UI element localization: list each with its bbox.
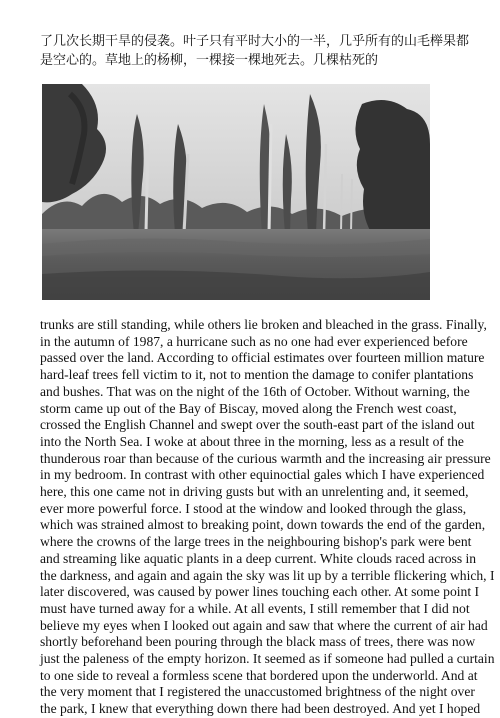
body-line: in my bedroom. In contrast with other equinoctial gales which I have experienced <box>40 467 485 483</box>
body-line: later discovered, was caused by power lines touching each other. At some point I <box>40 584 480 600</box>
body-line: must have turned away for a while. At all events, I still remember that I did not <box>40 600 470 616</box>
chinese-line: 是空心的。草地上的杨柳，一棵接一棵地死去。几棵枯死的 <box>40 53 379 68</box>
body-line: crossed the English Channel and swept over the south-east part of the island out <box>40 417 475 433</box>
landscape-photo <box>42 84 430 300</box>
body-line: ever more powerful force. I stood at the window and looked through the glass, <box>40 500 467 516</box>
body-line: the park, I knew that everything down there had been destroyed. And yet I hoped <box>40 701 481 717</box>
body-line: hard-leaf trees fell victim to it, not to mention the damage to conifer plantations <box>40 367 474 383</box>
body-line: to one side to reveal a formless scene that bordered upon the underworld. And at <box>40 667 478 683</box>
chinese-paragraph <box>40 32 470 70</box>
body-line: into the North Sea. I woke at about three in the morning, less as a result of the <box>40 433 464 449</box>
body-line: shortly beforehand been pouring through the black mass of trees, there was now <box>40 634 476 650</box>
body-line: storm came up out of the Bay of Biscay, moved along the French west coast, <box>40 400 457 416</box>
body-paragraph <box>40 317 495 718</box>
body-line: just the paleness of the empty horizon. It seemed as if someone had pulled a curtain <box>40 651 495 667</box>
body-line: passed over the land. According to official estimates over fourteen million mature <box>40 350 485 366</box>
body-line: trunks are still standing, while others lie broken and bleached in the grass. Finally, <box>40 317 487 332</box>
body-line: the very moment that I registered the unaccustomed brightness of the night over <box>40 684 475 700</box>
landscape-photo-icon <box>42 84 430 300</box>
body-line: thunderous roar than because of the curious warmth and the increasing air pressure <box>40 450 491 466</box>
body-line: and bushes. That was on the night of the 16th of October. Without warning, the <box>40 383 470 399</box>
body-line: which was strained almost to breaking point, down towards the end of the garden, <box>40 517 486 533</box>
body-line: the darkness, and again and again the sky was lit up by a terrible flickering which, I <box>40 567 495 583</box>
body-line: believe my eyes when I looked out again and saw that where the current of air had <box>40 617 488 633</box>
body-line: and streaming like aquatic plants in a deep current. White clouds raced across in <box>40 550 477 566</box>
chinese-line: 了几次长期干旱的侵袭。叶子只有平时大小的一半，几乎所有的山毛榉果都 <box>40 34 470 49</box>
body-line: in the autumn of 1987, a hurricane such as no one had ever experienced before <box>40 333 468 349</box>
body-line: where the crowns of the large trees in the neighbouring bishop's park were bent <box>40 534 472 550</box>
body-line: here, this one came not in driving gusts but with an unrelenting and, it seemed, <box>40 484 469 500</box>
